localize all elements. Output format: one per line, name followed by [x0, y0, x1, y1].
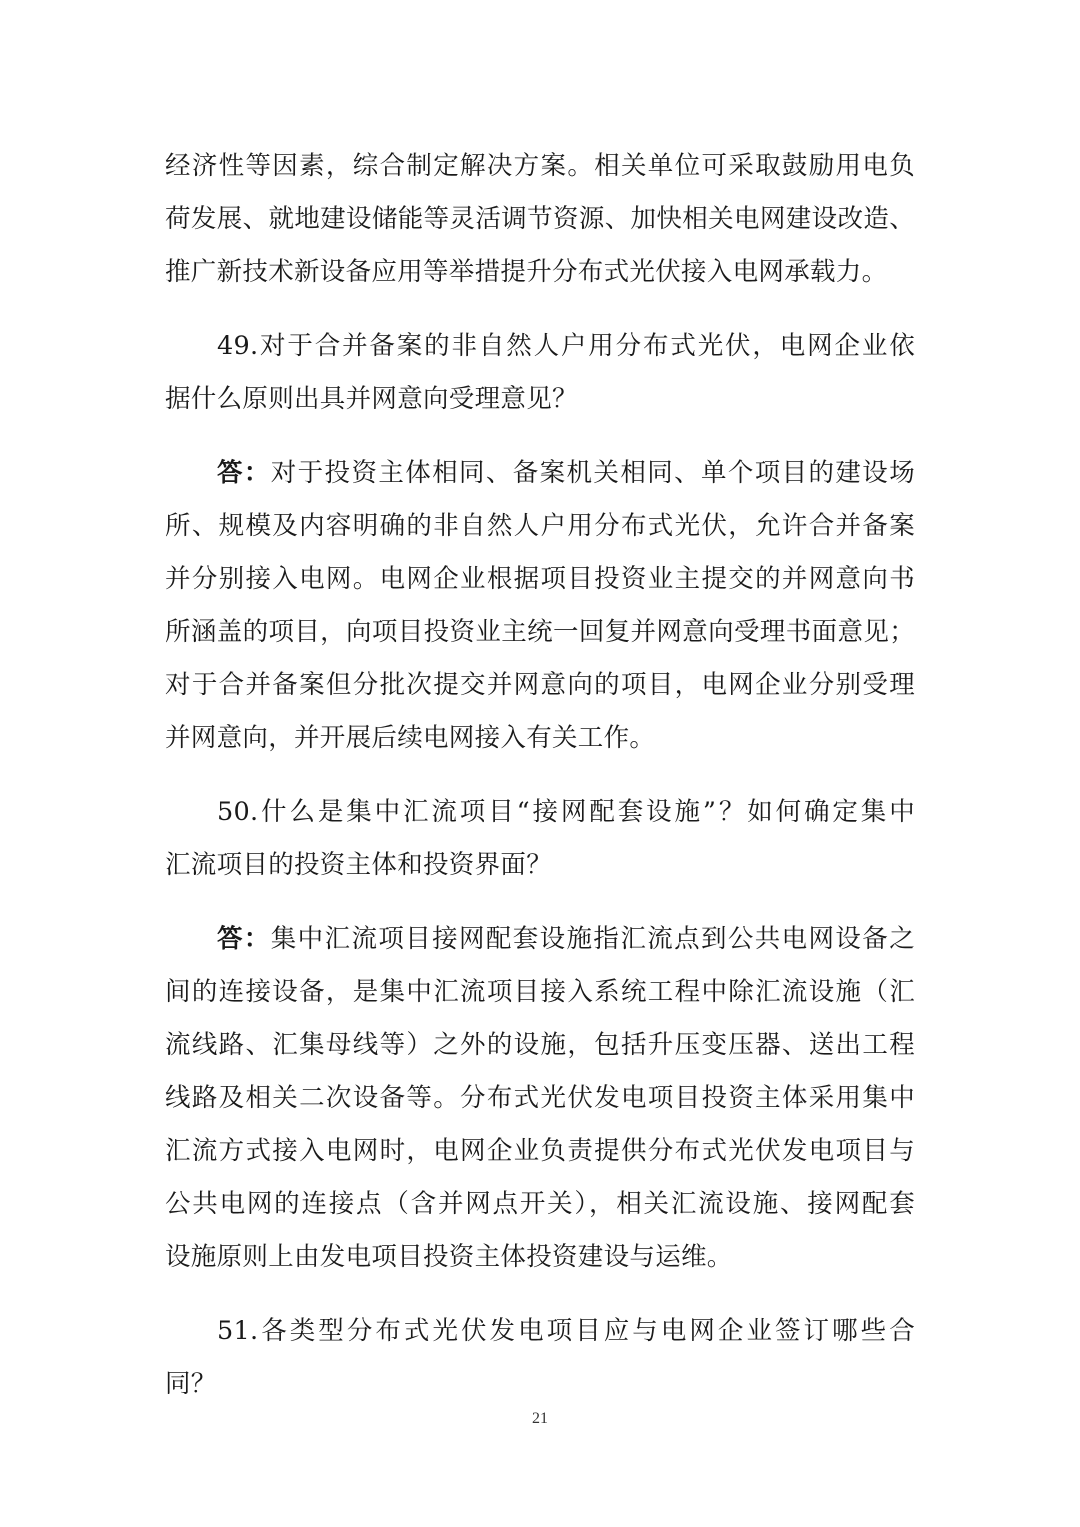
answer-50: [165, 913, 915, 1284]
answer-label: 答：: [217, 458, 271, 488]
text-line: 线路及相关二次设备等。分布式光伏发电项目投资主体采用集中: [165, 1083, 915, 1113]
text-segment: 集中汇流项目接网配套设施指汇流点到公共电网设备之: [270, 924, 915, 954]
text-line: 所涵盖的项目，向项目投资业主统一回复并网意向受理书面意见；: [165, 617, 915, 647]
text-line: 设施原则上由发电项目投资主体投资建设与运维。: [165, 1242, 733, 1272]
question-51: [165, 1305, 915, 1411]
text-line: 51.各类型分布式光伏发电项目应与电网企业签订哪些合: [217, 1316, 915, 1346]
text-line: 同？: [165, 1369, 217, 1399]
text-line: 公共电网的连接点（含并网点开关），相关汇流设施、接网配套: [165, 1189, 915, 1219]
text-line: 49.对于合并备案的非自然人户用分布式光伏，电网企业依: [217, 331, 915, 361]
text-segment: 对于投资主体相同、备案机关相同、单个项目的建设场: [270, 458, 915, 488]
text-line: 所、规模及内容明确的非自然人户用分布式光伏，允许合并备案: [165, 511, 915, 541]
text-line: 间的连接设备，是集中汇流项目接入系统工程中除汇流设施（汇: [165, 977, 915, 1007]
text-line: [165, 447, 915, 500]
question-50: [165, 786, 915, 892]
page-body: [165, 140, 915, 1411]
text-line: 经济性等因素，综合制定解决方案。相关单位可采取鼓励用电负: [165, 151, 915, 181]
answer-label: 答：: [217, 924, 271, 954]
text-line: 荷发展、就地建设储能等灵活调节资源、加快相关电网建设改造、: [165, 204, 915, 234]
text-line: 汇流项目的投资主体和投资界面？: [165, 850, 553, 880]
text-line: 汇流方式接入电网时，电网企业负责提供分布式光伏发电项目与: [165, 1136, 915, 1166]
text-line: 并分别接入电网。电网企业根据项目投资业主提交的并网意向书: [165, 564, 915, 594]
answer-49: [165, 447, 915, 765]
text-line: 50.什么是集中汇流项目“接网配套设施”？如何确定集中: [217, 797, 915, 827]
paragraph-continuation: [165, 140, 915, 299]
text-line: 并网意向，并开展后续电网接入有关工作。: [165, 723, 656, 753]
text-line: 流线路、汇集母线等）之外的设施，包括升压变压器、送出工程: [165, 1030, 915, 1060]
page-number: 21: [532, 1410, 548, 1427]
text-line: 据什么原则出具并网意向受理意见？: [165, 384, 578, 414]
text-line: 对于合并备案但分批次提交并网意向的项目，电网企业分别受理: [165, 670, 915, 700]
text-line: 推广新技术新设备应用等举措提升分布式光伏接入电网承载力。: [165, 257, 888, 287]
question-49: [165, 320, 915, 426]
text-line: [165, 913, 915, 966]
